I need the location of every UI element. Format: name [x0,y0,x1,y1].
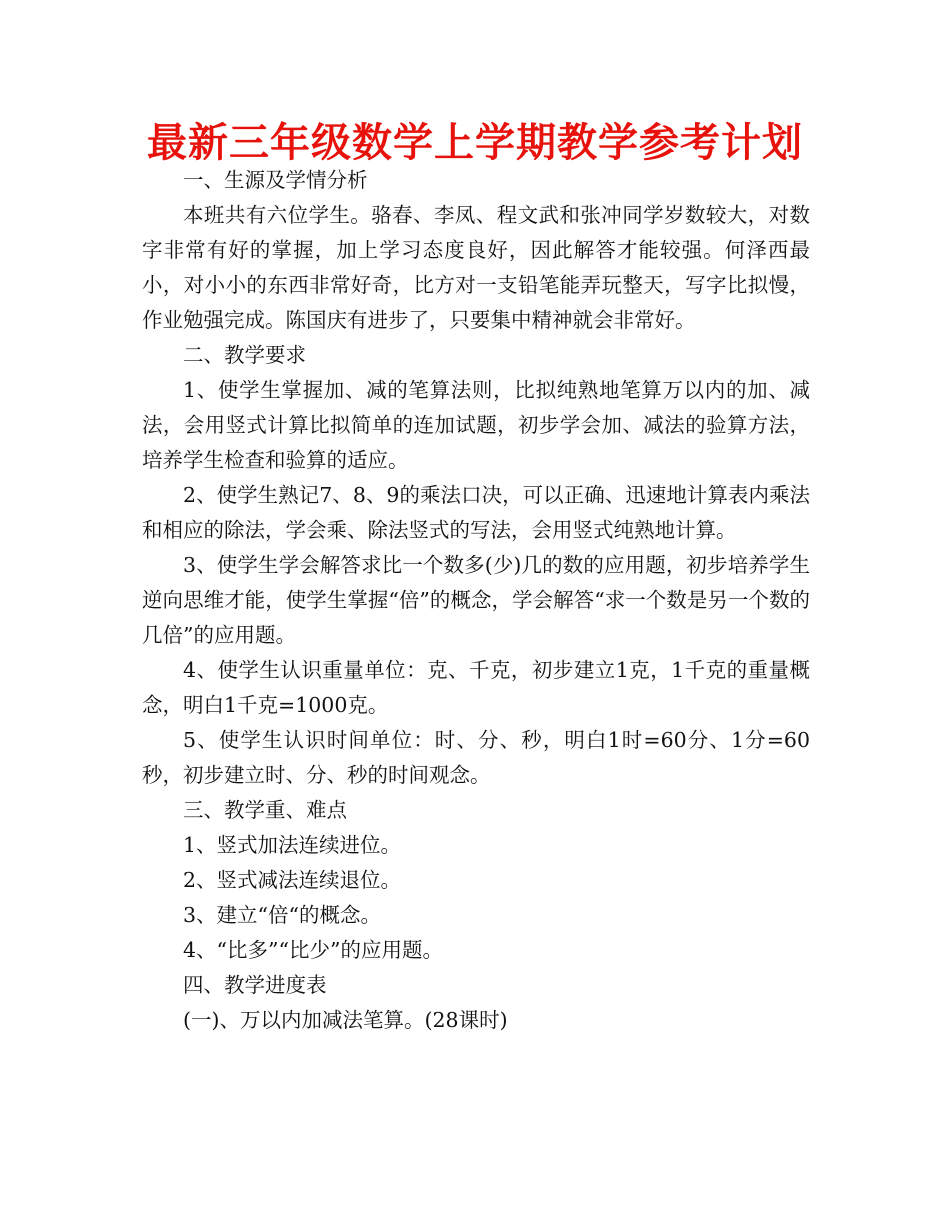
key-point-item-4: 4、“比多”“比少”的应用题。 [183,938,443,962]
document-title: 最新三年级数学上学期教学参考计划 [147,120,803,166]
schedule-item-1: (一)、万以内加减法笔算。(28课时) [183,1008,508,1032]
requirement-item-3: 3、使学生学会解答求比一个数多(少)几的数的应用题，初步培养学生逆向思维才能，使学生掌握“倍”的概念，学会解答“求一个数是另一个数的几倍”的应用题。 [142,553,810,647]
key-point-item-1: 1、竖式加法连续进位。 [183,833,402,857]
requirement-item-5: 5、使学生认识时间单位：时、分、秒，明白1时=60分、1分=60秒，初步建立时、分、秒的时间观念。 [142,728,810,787]
key-point-item-2: 2、竖式减法连续退位。 [183,868,402,892]
requirement-item-4: 4、使学生认识重量单位：克、千克，初步建立1克，1千克的重量概念，明白1千克=1000克。 [142,658,810,717]
section-heading-key-points: 三、教学重、难点 [183,798,347,822]
section-heading-student-analysis: 一、生源及学情分析 [183,168,368,192]
document-body [142,163,810,1038]
paragraph-student-analysis: 本班共有六位学生。骆春、李凤、程文武和张冲同学岁数较大，对数字非常有好的掌握，加上学习态度良好，因此解答才能较强。何泽西最小，对小小的东西非常好奇，比方对一支铅笔能弄玩整天，写字比拟慢，作业勉强完成。陈国庆有进步了，只要集中精神就会非常好。 [142,203,810,332]
requirement-item-2: 2、使学生熟记7、8、9的乘法口决，可以正确、迅速地计算表内乘法和相应的除法，学会乘、除法竖式的写法，会用竖式纯熟地计算。 [142,483,810,542]
section-heading-teaching-requirements: 二、教学要求 [183,343,306,367]
key-point-item-3: 3、建立“倍“的概念。 [183,903,382,927]
requirement-item-1: 1、使学生掌握加、减的笔算法则，比拟纯熟地笔算万以内的加、减法，会用竖式计算比拟简单的连加试题，初步学会加、减法的验算方法，培养学生检查和验算的适应。 [142,378,810,472]
section-heading-schedule: 四、教学进度表 [183,973,327,997]
